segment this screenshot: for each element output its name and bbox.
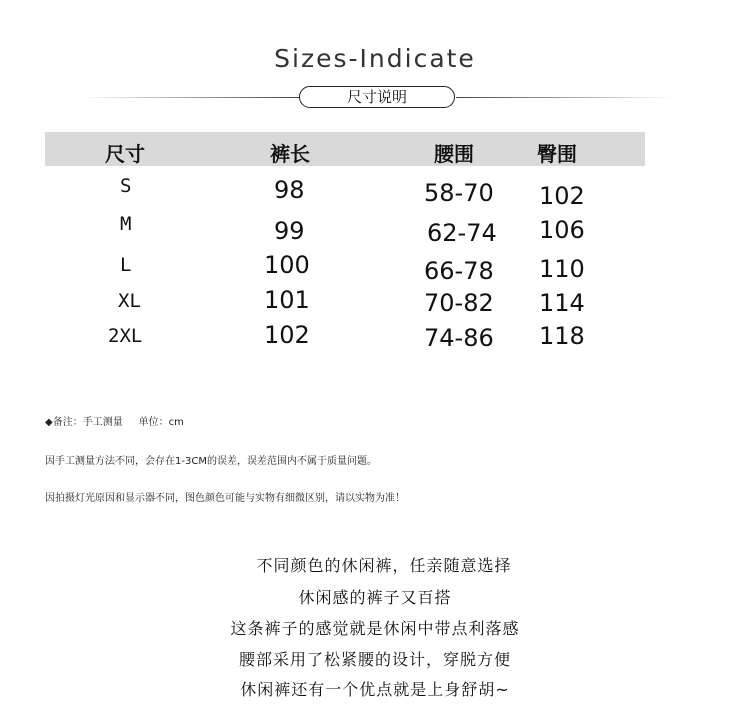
cell-waist: 58-70	[424, 179, 494, 207]
divider-left	[80, 97, 300, 98]
header-length: 裤长	[270, 142, 310, 166]
cell-length: 100	[264, 251, 310, 279]
section-label: 尺寸说明	[299, 86, 455, 108]
cell-hip: 102	[539, 182, 585, 210]
cell-length: 101	[264, 286, 310, 314]
cell-hip: 114	[539, 289, 585, 317]
cell-waist: 62-74	[427, 219, 497, 247]
description-line: 休闲裤还有一个优点就是上身舒胡~	[240, 680, 510, 699]
divider-right	[456, 97, 676, 98]
cell-size: S	[120, 175, 132, 197]
cell-length: 98	[274, 176, 305, 204]
description-line: 不同颜色的休闲裤，任亲随意选择	[256, 556, 512, 575]
cell-length: 102	[264, 321, 310, 349]
description-line: 腰部采用了松紧腰的设计，穿脱方便	[238, 650, 511, 669]
description-line: 这条裤子的感觉就是休闲中带点利落感	[230, 619, 520, 638]
note-unit: ◆备注：手工测量 单位：cm	[45, 417, 184, 428]
note-measurement-error: 因手工测量方法不同，会存在1-3CM的误差，误差范围内不属于质量问题。	[45, 456, 377, 467]
header-size: 尺寸	[105, 142, 145, 166]
cell-size: L	[120, 254, 132, 276]
cell-size: M	[120, 213, 132, 235]
header-hip: 臀围	[537, 142, 577, 166]
header-waist: 腰围	[434, 142, 474, 166]
page-title: Sizes-Indicate	[274, 44, 476, 73]
cell-hip: 106	[539, 216, 585, 244]
cell-waist: 70-82	[424, 289, 494, 317]
cell-size: 2XL	[108, 325, 143, 347]
note-color-difference: 因拍摄灯光原因和显示器不同，图色颜色可能与实物有细微区别，请以实物为准！	[45, 493, 405, 504]
description-line: 休闲感的裤子又百搭	[298, 588, 452, 607]
cell-hip: 118	[539, 322, 585, 350]
cell-length: 99	[274, 217, 305, 245]
cell-waist: 74-86	[424, 324, 494, 352]
cell-waist: 66-78	[424, 257, 494, 285]
cell-size: XL	[118, 290, 141, 312]
cell-hip: 110	[539, 255, 585, 283]
